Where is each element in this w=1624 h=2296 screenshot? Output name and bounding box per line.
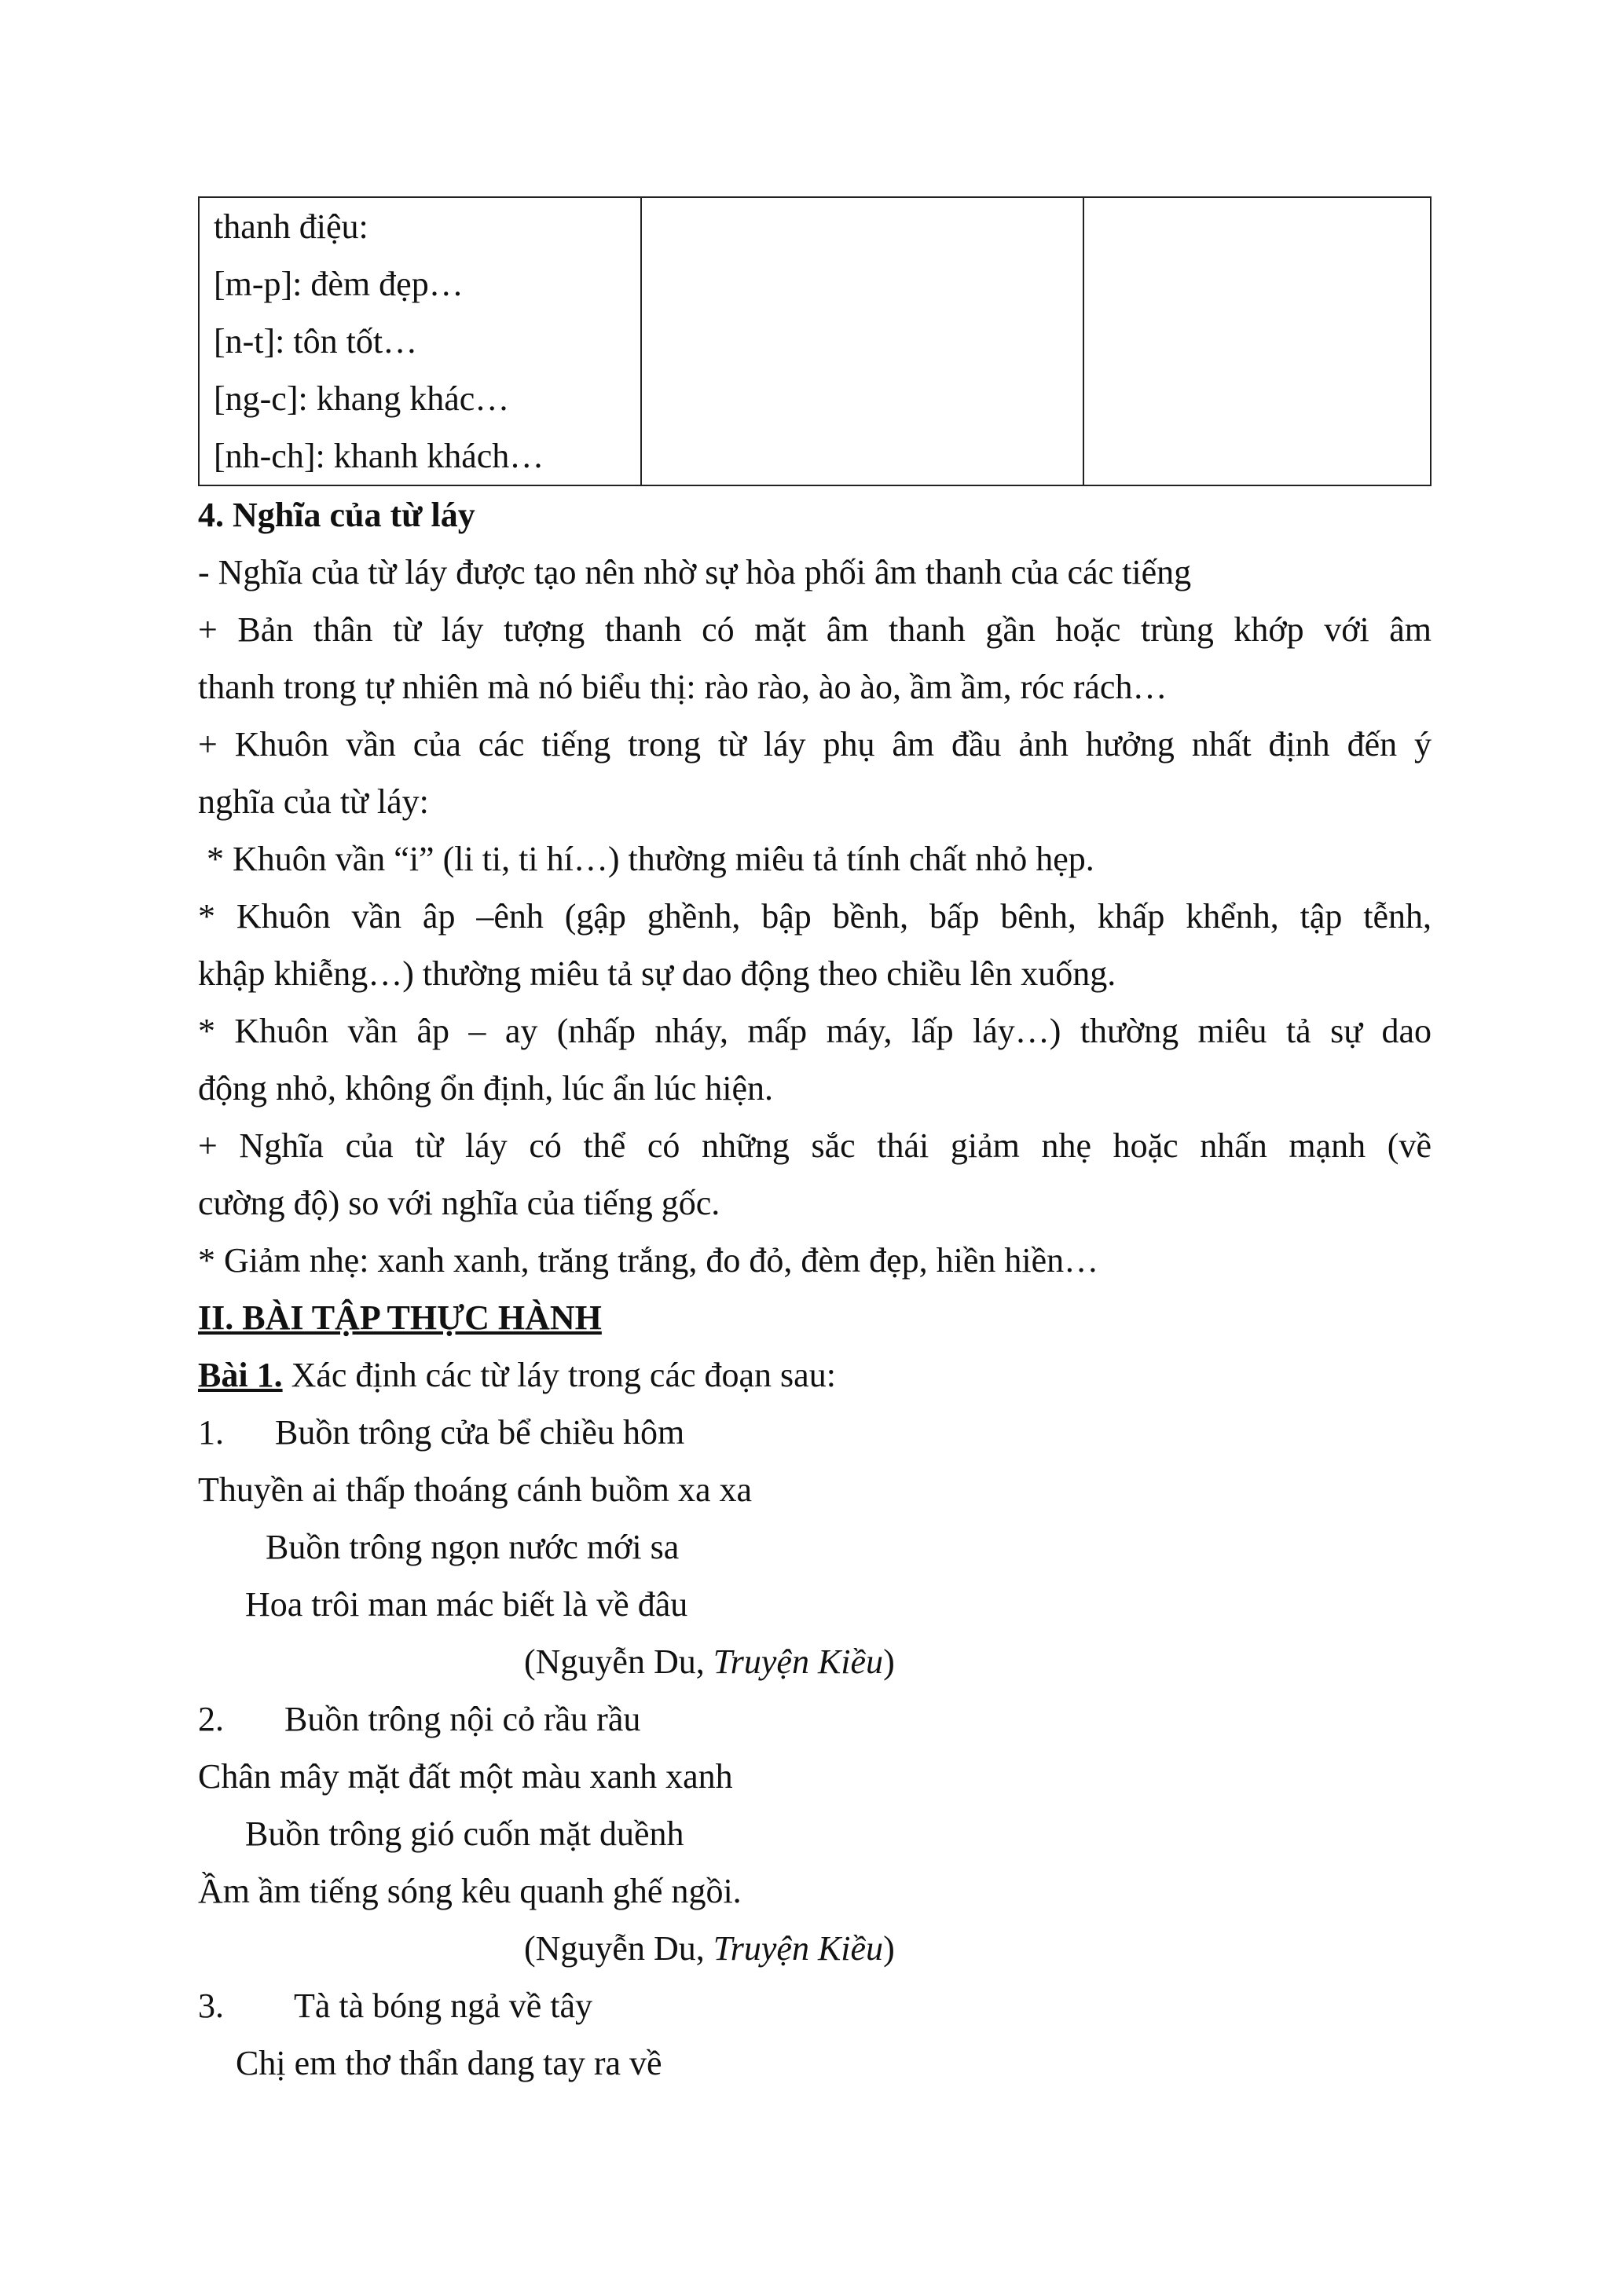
paragraph-line: cường độ) so với nghĩa của tiếng gốc.	[198, 1184, 720, 1222]
exercise-prompt	[198, 1346, 1432, 1404]
exercise-text: Xác định các từ láy trong các đoạn sau:	[282, 1356, 836, 1394]
citation-end: )	[883, 1642, 895, 1681]
paragraph: * Khuôn vần “i” (li ti, ti hí…) thường miêu tả tính chất nhỏ hẹp.	[198, 840, 1094, 878]
cell-line: [ng-c]: khang khác…	[214, 379, 510, 418]
poem-text: Buồn trông cửa bể chiều hôm	[275, 1413, 685, 1452]
paragraph-line: + Bản thân từ láy tượng thanh có mặt âm thanh gần hoặc trùng khớp với âm	[198, 610, 1432, 649]
poem-line	[198, 1977, 1432, 2034]
citation-author: (Nguyễn Du,	[524, 1929, 713, 1968]
paragraph-line: * Khuôn vần âp –ênh (gập ghềnh, bập bềnh, bấp bênh, khấp khểnh, tập tễnh,	[198, 897, 1432, 936]
section-heading: 4. Nghĩa của từ láy	[198, 496, 475, 534]
table-cell-examples	[199, 197, 641, 485]
paragraph: - Nghĩa của từ láy được tạo nên nhờ sự hòa phối âm thanh của các tiếng	[198, 553, 1192, 591]
poem-line	[198, 1404, 1432, 1461]
paragraph-line: + Khuôn vần của các tiếng trong từ láy phụ âm đầu ảnh hưởng nhất định đến ý	[198, 725, 1432, 764]
paragraph-line: + Nghĩa của từ láy có thể có những sắc thái giảm nhẹ hoặc nhấn mạnh (về	[198, 1126, 1432, 1165]
poem-line: Buồn trông ngọn nước mới sa	[266, 1528, 680, 1566]
poem-text: Buồn trông nội cỏ rầu rầu	[284, 1700, 641, 1738]
table-row	[199, 197, 1431, 485]
poem-line: Chân mây mặt đất một màu xanh xanh	[198, 1757, 733, 1796]
poem-text: Tà tà bóng ngả về tây	[294, 1987, 592, 2025]
poem-number: 3.	[198, 1987, 224, 2025]
poem-line: Ầm ầm tiếng sóng kêu quanh ghế ngồi.	[198, 1872, 742, 1910]
poem-line: Thuyền ai thấp thoáng cánh buồm xa xa	[198, 1470, 753, 1509]
poem-line	[198, 1690, 1432, 1748]
poem-citation	[198, 1633, 1432, 1690]
citation-author: (Nguyễn Du,	[524, 1642, 713, 1681]
table-cell-empty	[641, 197, 1083, 485]
poem-line: Chị em thơ thẩn dang tay ra về	[236, 2044, 662, 2082]
table-cell-empty	[1083, 197, 1431, 485]
paragraph-line: thanh trong tự nhiên mà nó biểu thị: rào rào, ào ào, ầm ầm, róc rách…	[198, 668, 1168, 706]
section-heading: II. BÀI TẬP THỰC HÀNH	[198, 1298, 602, 1337]
poem-line: Hoa trôi man mác biết là về đâu	[245, 1585, 688, 1624]
poem-number: 2.	[198, 1700, 224, 1738]
paragraph: * Giảm nhẹ: xanh xanh, trăng trắng, đo đỏ, đèm đẹp, hiền hiền…	[198, 1241, 1099, 1280]
document-page	[198, 196, 1432, 2092]
citation-end: )	[883, 1929, 895, 1968]
continued-table	[198, 196, 1432, 486]
cell-line: thanh điệu:	[214, 207, 368, 246]
cell-line: [n-t]: tôn tốt…	[214, 322, 418, 361]
poem-line: Buồn trông gió cuốn mặt duềnh	[245, 1814, 684, 1853]
citation-work: Truyện Kiều	[713, 1642, 884, 1681]
cell-line: [nh-ch]: khanh khách…	[214, 437, 544, 475]
paragraph-line: * Khuôn vần âp – ay (nhấp nháy, mấp máy, lấp láy…) thường miêu tả sự dao	[198, 1012, 1432, 1050]
poem-number: 1.	[198, 1413, 224, 1452]
citation-work: Truyện Kiều	[713, 1929, 884, 1968]
poem-citation	[198, 1920, 1432, 1977]
paragraph-line: động nhỏ, không ổn định, lúc ẩn lúc hiện.	[198, 1069, 774, 1108]
cell-line: [m-p]: đèm đẹp…	[214, 265, 464, 303]
paragraph-line: khập khiễng…) thường miêu tả sự dao động theo chiều lên xuống.	[198, 954, 1116, 993]
exercise-label: Bài 1.	[198, 1356, 283, 1394]
paragraph-line: nghĩa của từ láy:	[198, 782, 429, 821]
